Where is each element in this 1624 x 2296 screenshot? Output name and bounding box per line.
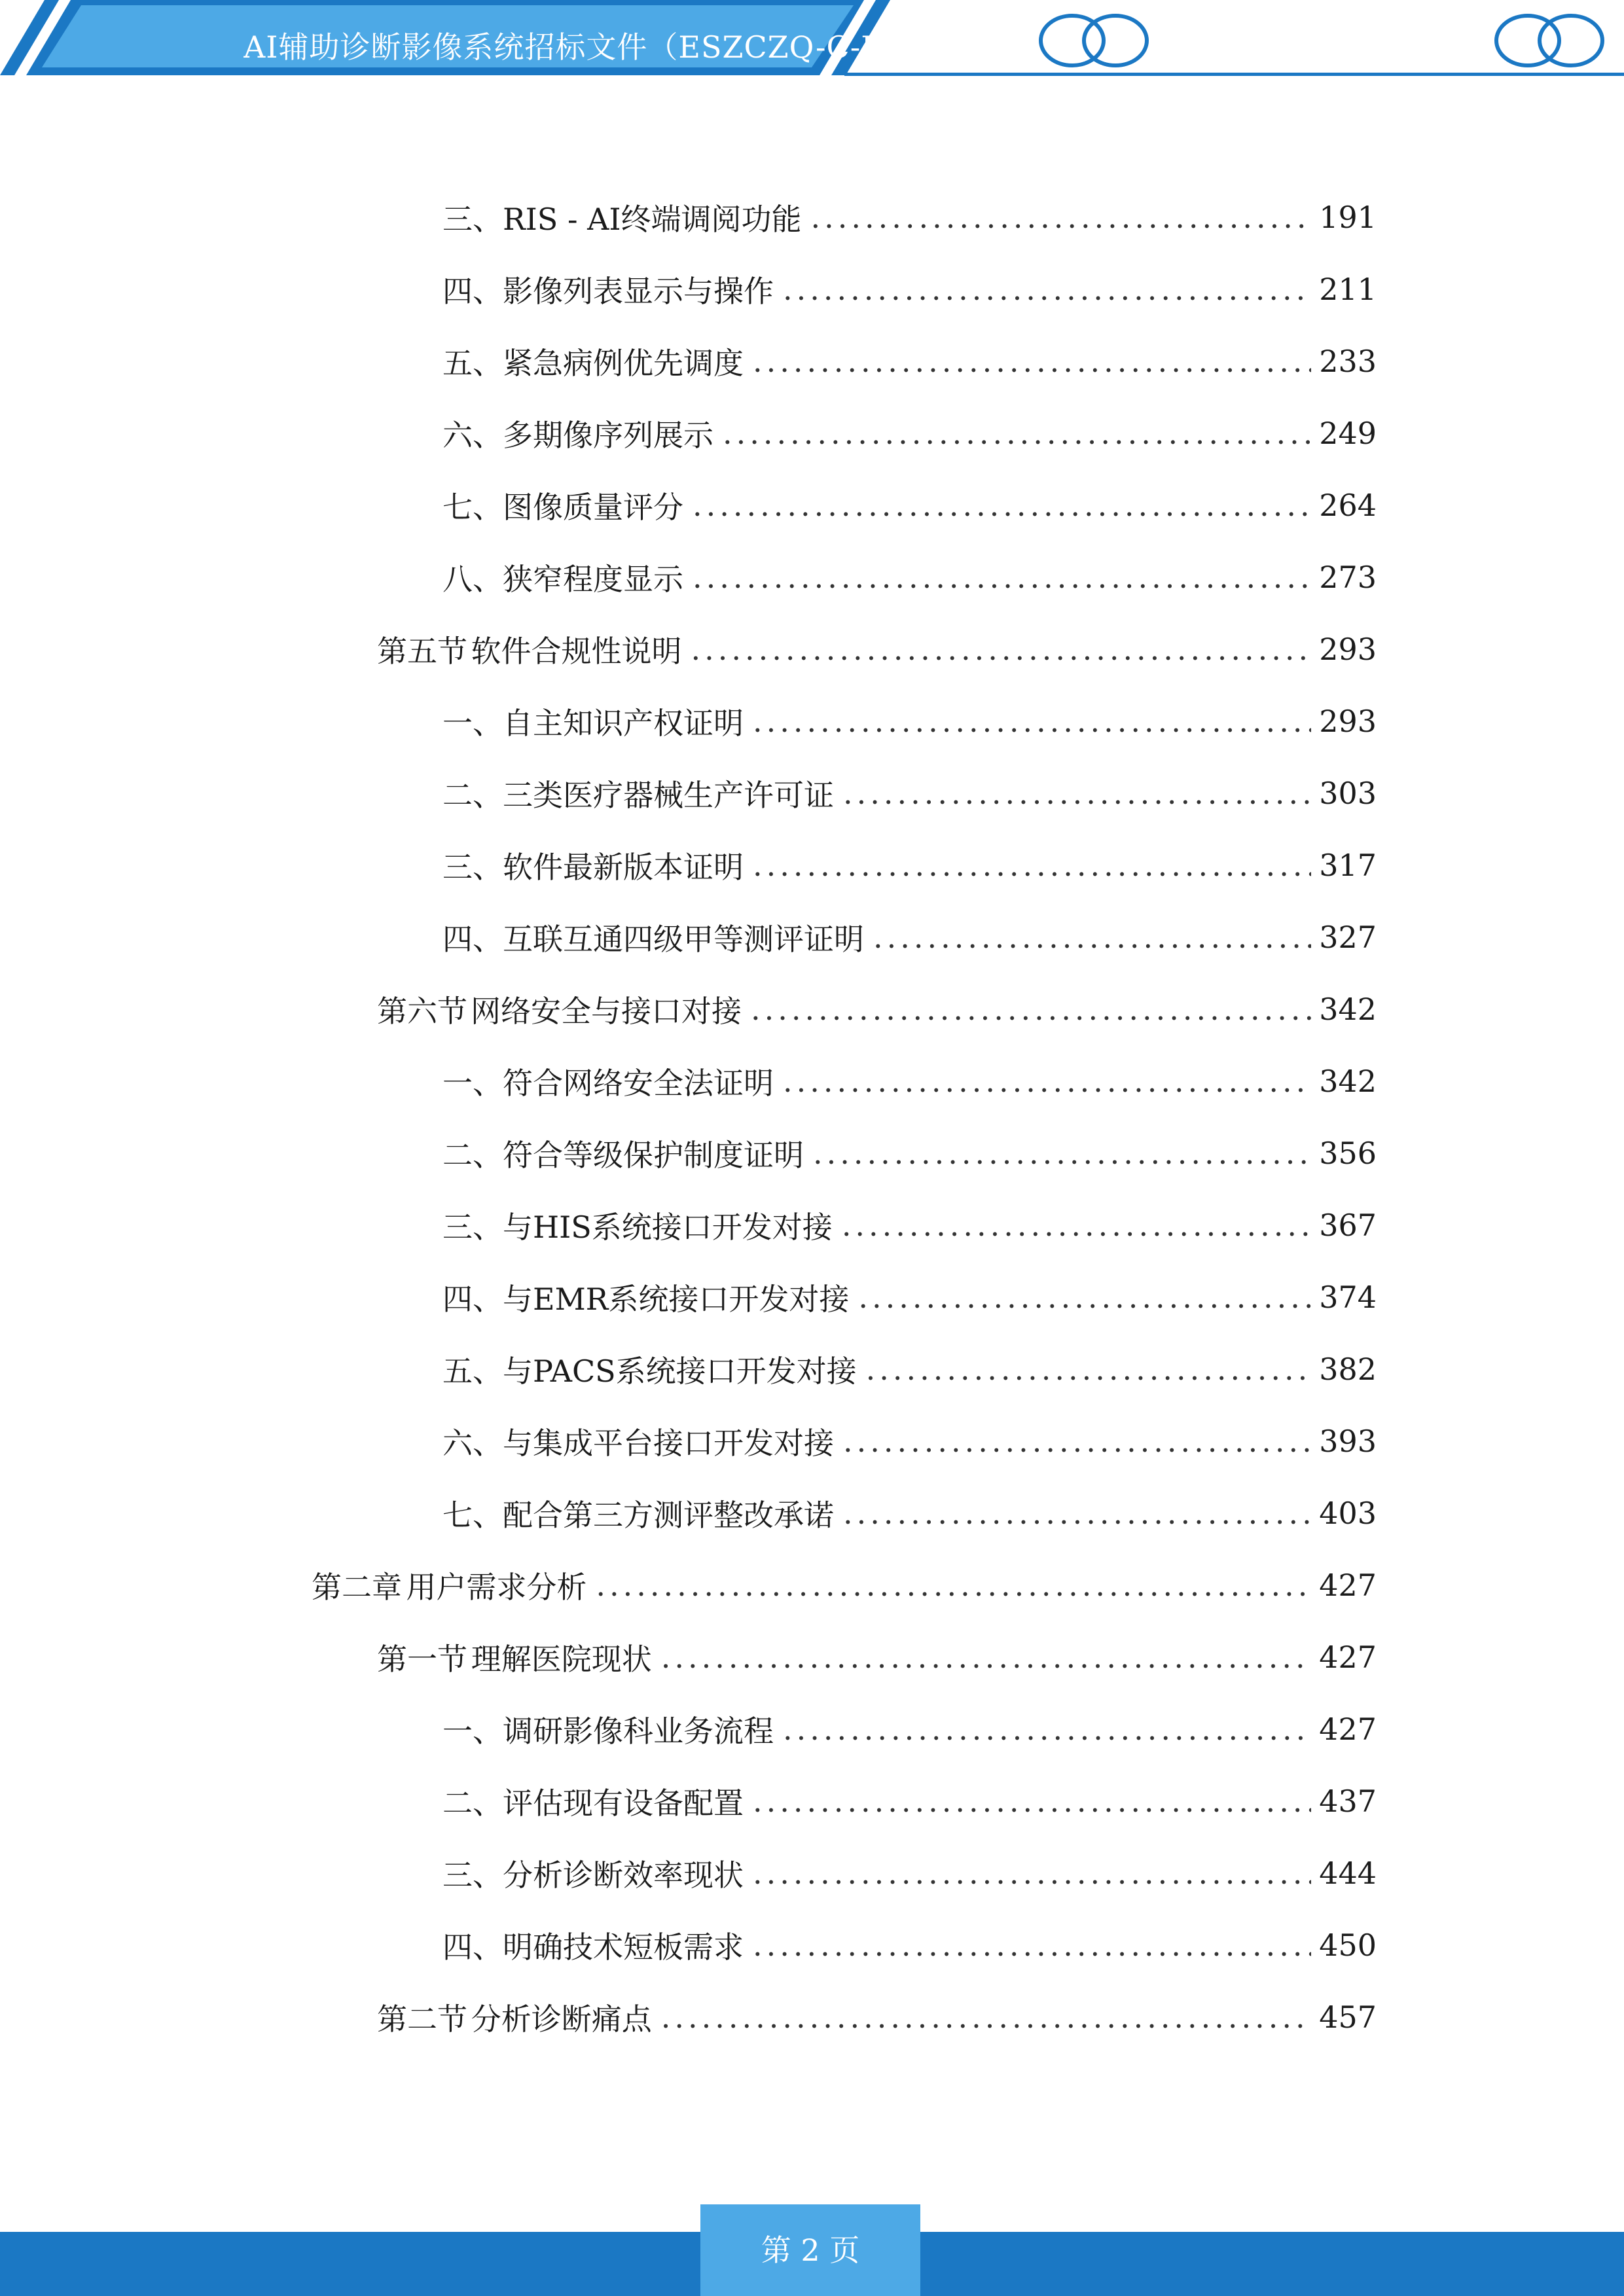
toc-entry[interactable] [0, 1847, 1377, 1899]
toc-entry[interactable] [0, 1775, 1377, 1827]
toc-entry-title: 与HIS系统接口开发对接 [503, 1210, 833, 1245]
toc-entry-number: 四、 [442, 922, 503, 957]
toc-entry-page: 327 [1319, 920, 1377, 955]
toc-entry-title: 多期像序列展示 [503, 418, 713, 453]
toc-entry-number: 二、 [442, 1138, 503, 1173]
toc-entry-title: 调研影像科业务流程 [503, 1713, 774, 1749]
toc-dot-leader [753, 344, 1311, 379]
document-title: AI辅助诊断影像系统招标文件（ESZCZQ-C-F- [244, 29, 892, 65]
toc-dot-leader [842, 1208, 1311, 1243]
toc-entry[interactable] [0, 1415, 1377, 1467]
toc-entry[interactable] [0, 983, 1377, 1035]
toc-entry-page: 437 [1319, 1784, 1377, 1819]
toc-entry-number: 二、 [442, 1785, 503, 1821]
toc-entry-page: 444 [1319, 1856, 1377, 1891]
toc-entry-number: 六、 [442, 418, 503, 453]
toc-entry-page: 427 [1319, 1640, 1377, 1675]
toc-dot-leader [693, 560, 1311, 595]
toc-entry-page: 191 [1319, 200, 1377, 235]
toc-dot-leader [691, 632, 1312, 667]
toc-entry-page: 356 [1319, 1136, 1377, 1171]
toc-entry-title: 软件最新版本证明 [503, 850, 744, 885]
toc-entry-number: 六、 [442, 1426, 503, 1461]
toc-dot-leader [783, 1064, 1311, 1099]
toc-dot-leader [693, 488, 1311, 523]
toc-entry-page: 293 [1319, 704, 1377, 739]
toc-entry[interactable] [0, 407, 1377, 459]
toc-entry-title: 影像列表显示与操作 [503, 274, 774, 309]
toc-entry[interactable] [0, 1055, 1377, 1107]
toc-entry[interactable] [0, 1127, 1377, 1179]
toc-entry-title: 分析诊断痛点 [471, 2001, 652, 2037]
toc-entry-number: 七、 [442, 1498, 503, 1533]
page-header [0, 0, 1624, 85]
toc-entry[interactable] [0, 1631, 1377, 1683]
toc-entry[interactable] [0, 551, 1377, 603]
toc-entry-title: 配合第三方测评整改承诺 [503, 1498, 834, 1533]
toc-entry[interactable] [0, 479, 1377, 531]
toc-dot-leader [753, 1928, 1311, 1963]
toc-entry-page: 211 [1319, 272, 1377, 307]
toc-entry[interactable] [0, 1703, 1377, 1755]
toc-dot-leader [661, 1640, 1311, 1675]
toc-entry-title: 理解医院现状 [471, 1641, 652, 1677]
toc-entry-number: 三、 [442, 1857, 503, 1893]
toc-entry-title: 图像质量评分 [503, 490, 683, 525]
toc-entry-page: 403 [1319, 1496, 1377, 1531]
toc-entry-number: 一、 [442, 1066, 503, 1101]
toc-entry-number: 一、 [442, 706, 503, 741]
toc-entry-title: 用户需求分析 [406, 1570, 587, 1605]
toc-dot-leader [753, 704, 1311, 739]
toc-entry-page: 342 [1319, 992, 1377, 1027]
toc-entry[interactable] [0, 623, 1377, 675]
toc-entry-page: 450 [1319, 1928, 1377, 1963]
toc-dot-leader [751, 992, 1311, 1027]
toc-entry-number: 三、 [442, 202, 503, 237]
toc-entry[interactable] [0, 191, 1377, 243]
toc-entry-title: 紧急病例优先调度 [503, 346, 744, 381]
toc-entry-page: 317 [1319, 848, 1377, 883]
toc-dot-leader [753, 1784, 1311, 1819]
toc-entry-page: 374 [1319, 1280, 1377, 1315]
toc-entry-number: 四、 [442, 1282, 503, 1317]
toc-entry-page: 233 [1319, 344, 1377, 379]
toc-entry-title: 三类医疗器械生产许可证 [503, 778, 834, 813]
toc-entry-number: 第五节 [377, 634, 467, 669]
toc-entry-number: 五、 [442, 1354, 503, 1389]
toc-entry-page: 427 [1319, 1568, 1377, 1603]
toc-entry[interactable] [0, 263, 1377, 315]
toc-dot-leader [843, 776, 1311, 811]
toc-entry-page: 393 [1319, 1424, 1377, 1459]
toc-entry-title: 评估现有设备配置 [503, 1785, 744, 1821]
toc-entry-number: 二、 [442, 778, 503, 813]
toc-entry-page: 293 [1319, 632, 1377, 667]
toc-dot-leader [723, 416, 1311, 451]
toc-entry[interactable] [0, 1199, 1377, 1251]
toc-entry-number: 第六节 [377, 994, 467, 1029]
toc-entry-page: 457 [1319, 2000, 1377, 2035]
toc-entry-page: 367 [1319, 1208, 1377, 1243]
toc-entry[interactable] [0, 1559, 1377, 1611]
toc-entry-number: 一、 [442, 1713, 503, 1749]
toc-dot-leader [858, 1280, 1311, 1315]
toc-entry-title: 符合等级保护制度证明 [503, 1138, 804, 1173]
toc-entry-title: 软件合规性说明 [471, 634, 682, 669]
toc-entry[interactable] [0, 1343, 1377, 1395]
toc-entry-title: 与PACS系统接口开发对接 [503, 1354, 857, 1389]
toc-entry-page: 303 [1319, 776, 1377, 811]
toc-entry-number: 第二章 [312, 1570, 402, 1605]
toc-entry-title: 明确技术短板需求 [503, 1929, 744, 1965]
toc-entry-number: 四、 [442, 1929, 503, 1965]
toc-entry-page: 382 [1319, 1352, 1377, 1387]
toc-dot-leader [843, 1424, 1311, 1459]
page-number-label: 第 2 页 [700, 2204, 920, 2296]
toc-dot-leader [783, 1712, 1311, 1747]
toc-entry-number: 七、 [442, 490, 503, 525]
toc-entry-title: 互联互通四级甲等测评证明 [503, 922, 864, 957]
toc-entry-page: 427 [1319, 1712, 1377, 1747]
toc-entry-page: 264 [1319, 488, 1377, 523]
toc-dot-leader [753, 1856, 1311, 1891]
toc-entry[interactable] [0, 911, 1377, 963]
toc-entry-title: 分析诊断效率现状 [503, 1857, 744, 1893]
toc-entry-title: 符合网络安全法证明 [503, 1066, 774, 1101]
toc-entry-page: 273 [1319, 560, 1377, 595]
toc-entry-number: 三、 [442, 850, 503, 885]
toc-dot-leader [661, 2000, 1311, 2035]
toc-entry-number: 三、 [442, 1210, 503, 1245]
toc-dot-leader [843, 1496, 1311, 1531]
toc-entry-title: RIS - AI终端调阅功能 [503, 202, 802, 237]
toc-entry[interactable] [0, 1991, 1377, 2043]
toc-dot-leader [811, 200, 1312, 235]
toc-dot-leader [813, 1136, 1311, 1171]
toc-entry-title: 狭窄程度显示 [503, 562, 683, 597]
toc-entry[interactable] [0, 1271, 1377, 1323]
toc-entry[interactable] [0, 767, 1377, 819]
toc-entry-number: 第一节 [377, 1641, 467, 1677]
toc-entry[interactable] [0, 335, 1377, 387]
toc-entry-number: 五、 [442, 346, 503, 381]
toc-dot-leader [866, 1352, 1312, 1387]
toc-entry-title: 网络安全与接口对接 [471, 994, 742, 1029]
toc-entry-title: 与集成平台接口开发对接 [503, 1426, 834, 1461]
toc-dot-leader [753, 848, 1311, 883]
toc-entry-number: 第二节 [377, 2001, 467, 2037]
toc-entry[interactable] [0, 839, 1377, 891]
toc-entry-title: 自主知识产权证明 [503, 706, 744, 741]
toc-entry[interactable] [0, 1487, 1377, 1539]
toc-entry[interactable] [0, 1919, 1377, 1971]
toc-entry-page: 249 [1319, 416, 1377, 451]
toc-dot-leader [873, 920, 1311, 955]
toc-dot-leader [596, 1568, 1311, 1603]
toc-dot-leader [783, 272, 1311, 307]
toc-entry-number: 八、 [442, 562, 503, 597]
toc-entry-page: 342 [1319, 1064, 1377, 1099]
toc-entry-number: 四、 [442, 274, 503, 309]
toc-entry-title: 与EMR系统接口开发对接 [503, 1282, 850, 1317]
toc-entry[interactable] [0, 695, 1377, 747]
